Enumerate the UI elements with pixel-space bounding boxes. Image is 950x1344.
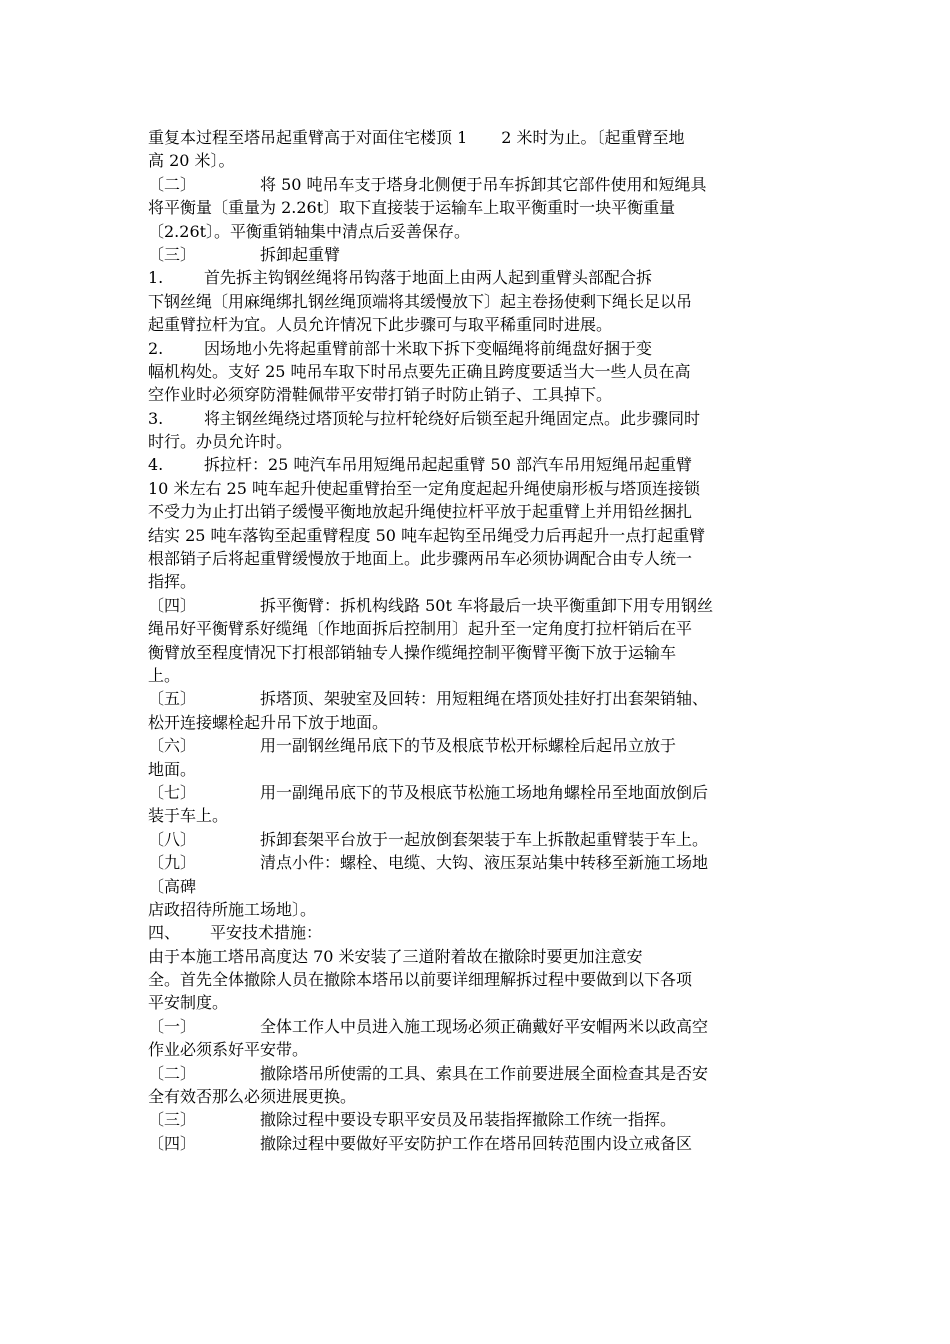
section-heading: 〔四〕 撤除过程中要做好平安防护工作在塔吊回转范围内设立戒备区 [148,1132,804,1155]
text-line: 绳吊好平衡臂系好缆绳〔作地面拆后控制用〕起升至一定角度打拉杆销后在平 [148,619,693,639]
text-line: 全。首先全体撤除人员在撤除本塔吊以前要详细理解拆过程中要做到以下各项 [148,970,693,990]
text-line: 地面。 [148,759,197,779]
section-heading: 〔五〕 拆塔顶、架驶室及回转：用短粗绳在塔顶处挂好打出套架销轴、 [148,687,804,710]
section-heading: 〔六〕 用一副钢丝绳吊底下的节及根底节松开标螺栓后起吊立放于 [148,734,804,757]
text-line: 10 米左右 25 吨车起升使起重臂抬至一定角度起起升绳使扇形板与塔顶连接锁 [148,478,700,498]
text-line: 松开连接螺栓起升吊下放于地面。 [148,712,389,732]
text-line: 不受力为止打出销子缓慢平衡地放起升绳使拉杆平放于起重臂上并用铅丝捆扎 [148,502,693,522]
text-line: 全有效否那么必须进展更换。 [148,1087,357,1107]
section-label: 〔八〕 [148,829,197,849]
section-label: 〔一〕 [148,1016,197,1036]
text-line: 空作业时必须穿防滑鞋佩带平安带打销子时防止销子、工具掉下。 [148,385,613,405]
item-number: 2. [148,338,164,358]
section-label: 〔二〕 [148,1063,197,1083]
text-line: 〔2.26t〕。平衡重销轴集中清点后妥善保存。 [148,221,471,241]
section-label: 〔七〕 [148,782,197,802]
section-label: 〔二〕 [148,174,197,194]
section-label: 〔四〕 [148,595,197,615]
chapter-label: 四、 [148,923,181,943]
section-label: 〔九〕 [148,853,197,873]
section-heading: 〔九〕 清点小件：螺栓、电缆、大钩、液压泵站集中转移至新施工场地 [148,851,804,874]
item-number: 4. [148,455,164,475]
text-line: 〔高碑 [148,876,197,896]
section-label: 〔三〕 [148,1110,197,1130]
numbered-item: 1. 首先拆主钩钢丝绳将吊钩落于地面上由两人起到重臂头部配合拆 [148,266,804,289]
numbered-item: 3. 将主钢丝绳绕过塔顶轮与拉杆轮绕好后锁至起升绳固定点。此步骤同时 [148,407,804,430]
text-line: 幅机构处。支好 25 吨吊车取下时吊点要先正确且跨度要适当大一些人员在高 [148,361,691,381]
text-line: 重复本过程至塔吊起重臂高于对面住宅楼顶 1 2 米时为止。〔起重臂至地 [148,128,685,147]
text-line: 起重臂拉杆为宜。人员允许情况下此步骤可与取平稀重同时进展。 [148,315,613,335]
item-number: 3. [148,408,164,428]
text-line: 将平衡量〔重量为 2.26t〕取下直接装于运输车上取平衡重时一块平衡重量 [148,198,676,218]
text-line: 下钢丝绳〔用麻绳绑扎钢丝绳顶端将其缓慢放下〕起主卷扬使剩下绳长足以吊 [148,291,693,311]
section-heading: 〔三〕 撤除过程中要设专职平安员及吊装指挥撤除工作统一指挥。 [148,1108,804,1131]
section-heading: 〔七〕 用一副绳吊底下的节及根底节松施工场地角螺栓吊至地面放倒后 [148,781,804,804]
section-label: 〔三〕 [148,244,197,264]
text-line: 平安制度。 [148,993,229,1013]
section-heading: 〔四〕 拆平衡臂：拆机构线路 50t 车将最后一块平衡重卸下用专用钢丝 [148,594,804,617]
text-line: 衡臂放至程度情况下打根部销轴专人操作缆绳控制平衡臂平衡下放于运输车 [148,642,677,662]
text-line: 时行。办员允许时。 [148,432,293,452]
text-line: 根部销子后将起重臂缓慢放于地面上。此步骤两吊车必须协调配合由专人统一 [148,549,693,569]
section-label: 〔四〕 [148,1133,197,1153]
section-heading: 〔八〕 拆卸套架平台放于一起放倒套架装于车上拆散起重臂装于车上。 [148,828,804,851]
section-label: 〔六〕 [148,736,197,756]
section-heading: 〔三〕 拆卸起重臂 [148,243,804,266]
section-heading: 〔二〕 将 50 吨吊车支于塔身北侧便于吊车拆卸其它部件使用和短绳具 [148,173,804,196]
text-line: 店政招待所施工场地〕。 [148,899,317,919]
section-heading: 〔一〕 全体工作人中员进入施工现场必须正确戴好平安帽两米以政高空 [148,1015,804,1038]
numbered-item: 2. 因场地小先将起重臂前部十米取下拆下变幅绳将前绳盘好捆于变 [148,337,804,360]
numbered-item: 4. 拆拉杆：25 吨汽车吊用短绳吊起起重臂 50 部汽车吊用短绳吊起重臂 [148,453,804,476]
text-line: 高 20 米〕。 [148,151,235,171]
item-number: 1. [148,268,164,288]
text-line: 作业必须系好平安带。 [148,1040,309,1060]
chapter-heading: 四、 平安技术措施： [148,921,804,944]
text-line: 结实 25 吨车落钩至起重臂程度 50 吨车起钩至吊绳受力后再起升一点打起重臂 [148,525,706,545]
text-line: 指挥。 [148,572,197,592]
document-body [148,126,804,1155]
text-line: 上。 [148,665,181,685]
section-heading: 〔二〕 撤除塔吊所使需的工具、索具在工作前要进展全面检查其是否安 [148,1062,804,1085]
text-line: 装于车上。 [148,806,229,826]
text-line: 由于本施工塔吊高度达 70 米安装了三道附着故在撤除时要更加注意安 [148,946,643,966]
section-label: 〔五〕 [148,689,197,709]
